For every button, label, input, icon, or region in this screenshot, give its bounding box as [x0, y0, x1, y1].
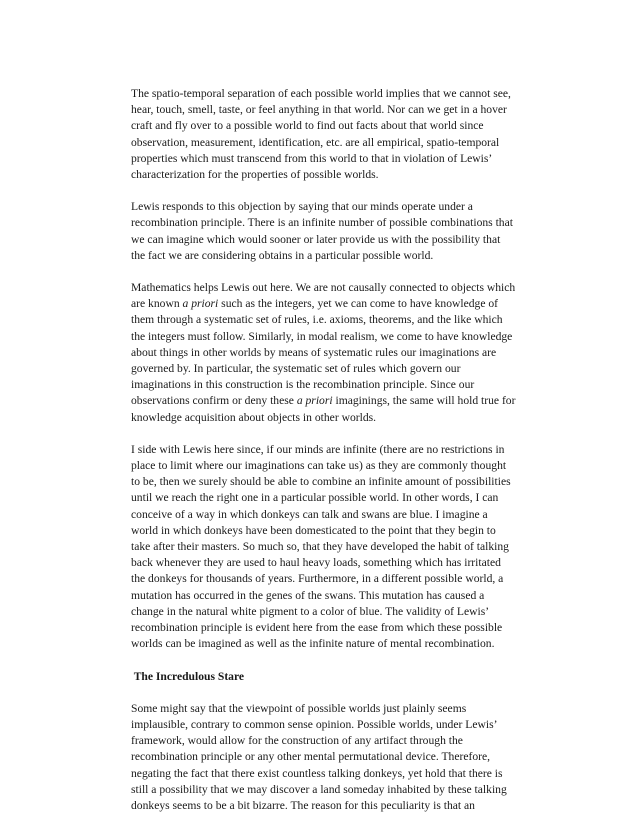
section-heading: The Incredulous Stare: [131, 669, 245, 683]
paragraph-mathematics: [131, 280, 517, 426]
italic-a-priori-1: a priori: [182, 297, 219, 311]
paragraph-mathematics-part1: Mathematics helps Lewis out here. We are not causally connected to objects which are known: [131, 281, 516, 311]
paragraph-incredulous-stare: Some might say that the viewpoint of possible worlds just plainly seems implausible, contrary to common sense opinion. Possible worlds, under Lewis’ framework, would allow for the construction of any artifact through the recombination principle or any other mental permutational device. Therefore, negating the fact that there exist countless talking donkeys, yet hold that there is still a possibility that we may discover a land someday inhabited by these talking donkeys seems to be a bit bizarre. The reason for this peculiarity is that an: [131, 701, 507, 812]
paragraph-side-with-lewis: I side with Lewis here since, if our minds are infinite (there are no restrictions in place to limit where our imaginations can take us) as they are commonly thought to be, then we surely should be able to combine an infinite amount of possibilities until we reach the right one in a particular possible world. In other words, I can conceive of a way in which donkeys can talk and swans are blue. I imagine a world in which donkeys have been domesticated to the point that they begin to take after their masters. So much so, that they have developed the habit of talking back whenever they are used to haul heavy loads, something which has irritated the donkeys for thousands of years. Furthermore, in a different possible world, a mutation has occurred in the genes of the swans. This mutation has caused a change in the natural white pigment to a color of blue. The validity of Lewis’ recombination principle is evident here from the ease from which these possible worlds can be imagined as well as the infinite nature of mental recombination.: [131, 442, 511, 651]
paragraph-mathematics-part3: imaginings, the same will hold true for knowledge acquisition about objects in other worlds.: [131, 394, 516, 424]
paragraph-mathematics-part2: such as the integers, yet we can come to have knowledge of them through a systematic set of rules, i.e. axioms, theorems, and the like which the integers must follow. Similarly, in modal realism, we come to have knowledge about things in other worlds by means of systematic rules our imaginations are governed by. In particular, the systematic set of rules which govern our imaginations in this construction is the recombination principle. Since our observations confirm or deny these: [131, 297, 513, 408]
paragraph-spatio-temporal: The spatio-temporal separation of each possible world implies that we cannot see, hear, touch, smell, taste, or feel anything in that world. Nor can we get in a hover craft and fly over to a possible world to find out facts about that world since observation, measurement, identification, etc. are all empirical, spatio-temporal properties which must transcend from this world to that in violation of Lewis’ characterization for the properties of possible worlds.: [131, 87, 511, 182]
document-page: [131, 86, 517, 814]
paragraph-recombination: Lewis responds to this objection by saying that our minds operate under a recombination principle. There is an infinite number of possible combinations that we can imagine which would sooner or later provide us with the possibility that the fact we are considering obtains in a particular possible world.: [131, 200, 513, 262]
italic-a-priori-2: a priori: [296, 394, 333, 408]
